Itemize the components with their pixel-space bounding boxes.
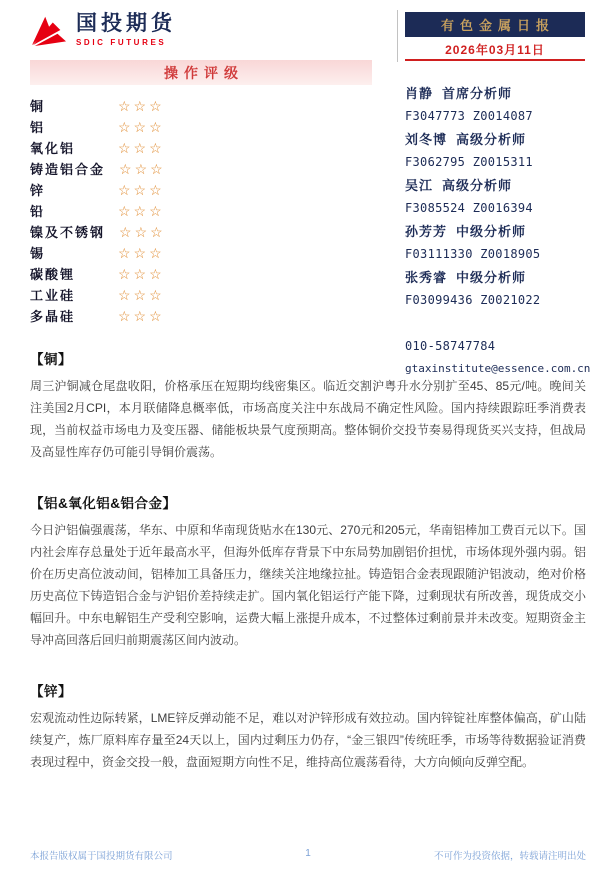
star-rating-icon: ☆☆☆ [118, 202, 165, 219]
analyst-ids: F03111330 Z0018905 [405, 246, 541, 261]
section-paragraph: 宏观流动性边际转紧，LME锌反弹动能不足，难以对沪锌形成有效拉动。国内锌锭社库整体偏高，矿山陆续复产，炼厂原料库存量至24天以上，国内过剩压力仍存，“金三银四”传统旺季，市场等待数据验证消费表现过程中，资金交投一般，盘面短期方向性不足，维持高位震荡看待，大方向倾向反弹空配。 [30, 711, 586, 769]
metal-name: 铜 [30, 99, 46, 114]
rating-row [30, 116, 372, 137]
section-zinc [30, 680, 586, 773]
analyst-name-line [405, 127, 591, 150]
analyst-name: 吴江 [405, 178, 434, 193]
metal-name: 工业硅 [30, 288, 76, 303]
rating-row [30, 221, 372, 242]
section-paragraph: 周三沪铜减仓尾盘收阳，价格承压在短期均线密集区。临近交割沪粤升水分别扩至45、85元/吨。晚间关注美国2月CPI，本月联储降息概率低，市场高度关注中东战局不确定性风险。国内持续跟踪旺季消费表现，当前权益市场电力及变压器、储能板块景气度预期高。整体铜价交投节奏易得现货买兴支持，但战局及高显性库存仍可能引导铜价震荡。 [30, 379, 586, 459]
star-rating-icon: ☆☆☆ [118, 118, 165, 135]
section-heading: 【铜】 [30, 352, 72, 367]
star-rating-icon: ☆☆☆ [119, 160, 166, 177]
metal-name: 镍及不锈钢 [30, 225, 106, 240]
footer-copyright: 本报告版权属于国投期货有限公司 [30, 851, 173, 862]
analyst-ids: F3062795 Z0015311 [405, 154, 533, 169]
report-body [30, 348, 586, 773]
footer-page-number: 1 [305, 848, 311, 859]
section-paragraph: 今日沪铝偏强震荡，华东、中原和华南现货贴水在130元、270元和205元，华南铝棒加工费百元以下。国内社会库存总量处于近年最高水平，但海外低库存背景下中东局势加剧铝价担忧，市场体现外强内弱。铝价在历史高位波动间，铝棒加工具备压力，继续关注地缘拉扯。铸造铝合金表现跟随沪铝波动，绝对价格历史高位下铸造铝合金与沪铝价差持续走扩。国内氧化铝运行产能下降，过剩现状有所改善，现货成交小幅回升。中东电解铝生产受利空影响，运费大幅上涨提升成本，不过整体过剩前景并未改变。短期资金主导冲高回落后回归前期震荡区间内波动。 [30, 523, 586, 647]
analyst-title: 中级分析师 [456, 224, 527, 239]
rating-row [30, 158, 372, 179]
metal-name: 铅 [30, 204, 46, 219]
sdic-logo-icon [30, 13, 68, 47]
analyst-ids: F3047773 Z0014087 [405, 108, 533, 123]
report-title: 有色金属日报 [405, 12, 585, 37]
analyst-title: 中级分析师 [456, 270, 527, 285]
rating-row [30, 179, 372, 200]
rating-row [30, 242, 372, 263]
rating-row [30, 137, 372, 158]
analyst-name: 张秀睿 [405, 270, 448, 285]
analyst-name-line [405, 265, 591, 288]
rating-row [30, 284, 372, 305]
contact-email[interactable]: gtaxinstitute@essence.com.cn [405, 362, 591, 375]
star-rating-icon: ☆☆☆ [118, 244, 165, 261]
analyst-title: 高级分析师 [456, 132, 527, 147]
star-rating-icon: ☆☆☆ [118, 97, 165, 114]
company-logo [30, 13, 176, 47]
star-rating-icon: ☆☆☆ [118, 307, 165, 324]
rating-row [30, 95, 372, 116]
section-aluminum [30, 492, 586, 651]
contact-phone: 010-58747784 [405, 338, 496, 353]
metal-name: 铸造铝合金 [30, 162, 106, 177]
metal-name: 氧化铝 [30, 141, 76, 156]
section-copper [30, 348, 586, 463]
analyst-name-line [405, 173, 591, 196]
ratings-panel-title: 操作评级 [30, 60, 372, 85]
rating-row [30, 305, 372, 326]
star-rating-icon: ☆☆☆ [118, 265, 165, 282]
analyst-ids: F3085524 Z0016394 [405, 200, 533, 215]
star-rating-icon: ☆☆☆ [118, 286, 165, 303]
metal-name: 碳酸锂 [30, 267, 76, 282]
metal-name: 锡 [30, 246, 46, 261]
report-date: 2026年03月11日 [445, 43, 545, 57]
star-rating-icon: ☆☆☆ [119, 223, 166, 240]
header-divider [397, 10, 398, 62]
star-rating-icon: ☆☆☆ [118, 181, 165, 198]
analyst-name: 刘冬博 [405, 132, 448, 147]
ratings-list [30, 95, 372, 326]
company-name: 国投期货 [76, 12, 176, 36]
analyst-ids: F03099436 Z0021022 [405, 292, 541, 307]
analyst-name-line [405, 219, 591, 242]
metal-name: 铝 [30, 120, 46, 135]
section-heading: 【锌】 [30, 684, 72, 699]
analyst-name: 肖静 [405, 86, 434, 101]
analyst-title: 高级分析师 [442, 178, 513, 193]
company-name-en: SDIC FUTURES [76, 37, 167, 47]
date-underline [405, 59, 585, 61]
analyst-name: 孙芳芳 [405, 224, 448, 239]
star-rating-icon: ☆☆☆ [118, 139, 165, 156]
section-heading: 【铝&氧化铝&铝合金】 [30, 496, 177, 511]
footer-disclaimer: 不可作为投资依据，转载请注明出处 [433, 851, 586, 862]
company-logo-text [76, 13, 176, 46]
metal-name: 锌 [30, 183, 46, 198]
analysts-panel [405, 81, 591, 380]
analyst-title: 首席分析师 [442, 86, 513, 101]
analyst-name-line [405, 81, 591, 104]
rating-row [30, 263, 372, 284]
metal-name: 多晶硅 [30, 309, 76, 324]
rating-row [30, 200, 372, 221]
